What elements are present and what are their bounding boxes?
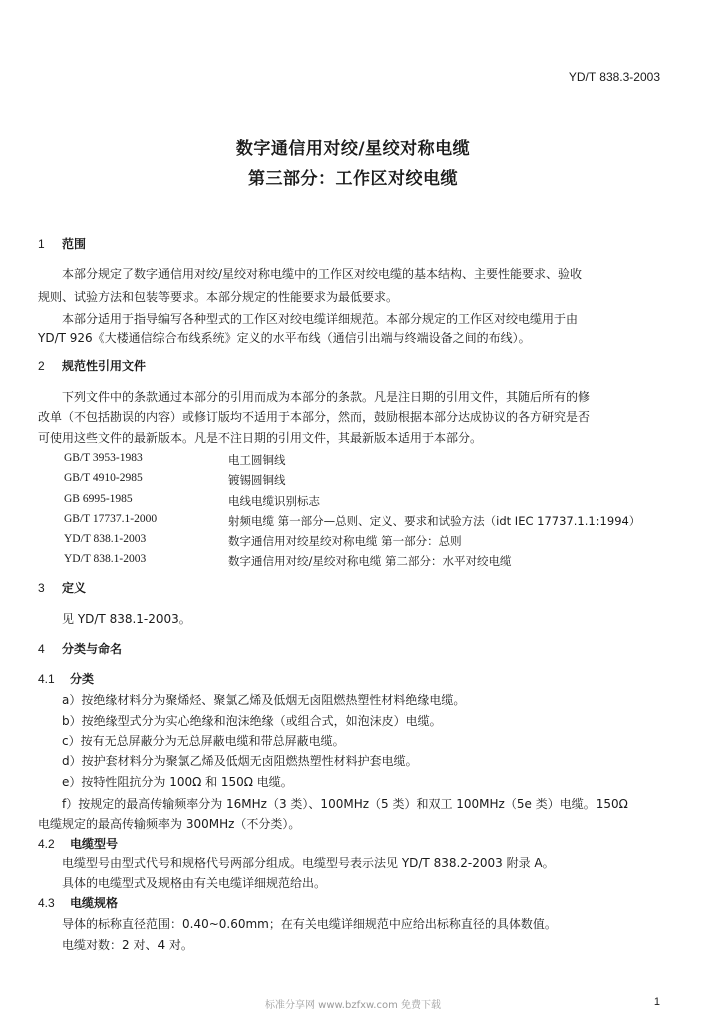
- section-4-heading: [38, 642, 122, 656]
- reference-code: GB/T 17737.1-2000: [64, 513, 158, 525]
- subsection-title: 电缆型号: [70, 837, 119, 851]
- reference-title: 镀锡圆铜线: [228, 473, 286, 487]
- section-title: 分类与命名: [62, 642, 123, 656]
- paragraph-line: YD/T 926《大楼通信综合布线系统》定义的水平布线（通信引出端与终端设备之间的布线）。: [38, 331, 531, 345]
- list-item: a）按绝缘材料分为聚烯烃、聚氯乙烯及低烟无卤阻燃热塑性材料绝缘电缆。: [38, 693, 466, 707]
- reference-code: YD/T 838.1-2003: [64, 533, 147, 545]
- reference-title: 数字通信用对绞星绞对称电缆 第一部分：总则: [228, 534, 462, 548]
- paragraph-line: 改单（不包括勘误的内容）或修订版均不适用于本部分，然而，鼓励根据本部分达成协议的各方研究是否: [38, 410, 591, 424]
- subsection-title: 分类: [70, 672, 95, 686]
- paragraph-line: 本部分适用于指导编写各种型式的工作区对绞电缆详细规范。本部分规定的工作区对绞电缆用于由: [38, 312, 579, 326]
- paragraph-line: 规则、试验方法和包装等要求。本部分规定的性能要求为最低要求。: [38, 290, 399, 304]
- list-item: 电缆规定的最高传输频率为 300MHz（不分类）。: [38, 817, 301, 831]
- reference-title: 射频电缆 第一部分—总则、定义、要求和试验方法（idt IEC 17737.1.1:1994）: [228, 514, 641, 528]
- paragraph-line: 本部分规定了数字通信用对绞/星绞对称电缆中的工作区对绞电缆的基本结构、主要性能要求、验收: [38, 267, 583, 281]
- list-item: f）按规定的最高传输频率分为 16MHz（3 类）、100MHz（5 类）和双工 100MHz（5e 类）电缆。150Ω: [38, 797, 628, 811]
- subsection-title: 电缆规格: [70, 896, 119, 910]
- section-2-heading: [38, 359, 146, 373]
- paragraph-line: 具体的电缆型式及规格由有关电缆详细规范给出。: [38, 876, 327, 890]
- paragraph-line: 电缆对数：2 对、4 对。: [38, 938, 193, 952]
- section-title: 定义: [62, 581, 87, 595]
- section-number: 2: [38, 359, 45, 373]
- section-1-heading: [38, 237, 86, 251]
- section-number: 1: [38, 237, 45, 251]
- list-item: c）按有无总屏蔽分为无总屏蔽电缆和带总屏蔽电缆。: [38, 734, 345, 748]
- paragraph-line: 电缆型号由型式代号和规格代号两部分组成。电缆型号表示法见 YD/T 838.2-2003 附录 A。: [38, 856, 555, 870]
- reference-code: GB/T 4910-2985: [64, 472, 143, 484]
- subsection-number: 4.2: [38, 837, 55, 851]
- section-title: 范围: [62, 237, 87, 251]
- title-line-2: 第三部分：工作区对绞电缆: [248, 169, 458, 189]
- document-code: YD/T 838.3-2003: [568, 70, 660, 84]
- reference-code: GB/T 3953-1983: [64, 452, 143, 464]
- reference-code: GB 6995-1985: [64, 493, 133, 505]
- paragraph-line: 见 YD/T 838.1-2003。: [38, 612, 191, 626]
- subsection-number: 4.1: [38, 672, 55, 686]
- paragraph-line: 下列文件中的条款通过本部分的引用而成为本部分的条款。凡是注日期的引用文件，其随后所有的修: [38, 390, 591, 404]
- reference-title: 数字通信用对绞/星绞对称电缆 第二部分：水平对绞电缆: [228, 554, 512, 568]
- subsection-number: 4.3: [38, 896, 55, 910]
- subsection-4-2-heading: [38, 837, 118, 851]
- reference-title: 电线电缆识别标志: [228, 494, 320, 508]
- subsection-4-1-heading: [38, 672, 94, 686]
- reference-title: 电工圆铜线: [228, 453, 286, 467]
- section-number: 4: [38, 642, 45, 656]
- title-line-1: 数字通信用对绞/星绞对称电缆: [235, 139, 471, 159]
- list-item: e）按特性阻抗分为 100Ω 和 150Ω 电缆。: [38, 775, 293, 789]
- reference-code: YD/T 838.1-2003: [64, 553, 147, 565]
- footer-watermark: 标准分享网 www.bzfxw.com 免费下载: [265, 1000, 441, 1011]
- list-item: b）按绝缘型式分为实心绝缘和泡沫绝缘（或组合式，如泡沫皮）电缆。: [38, 714, 442, 728]
- page-number: 1: [653, 996, 660, 1008]
- section-title: 规范性引用文件: [62, 359, 147, 373]
- list-item: d）按护套材料分为聚氯乙烯及低烟无卤阻燃热塑性材料护套电缆。: [38, 754, 418, 768]
- paragraph-line: 可使用这些文件的最新版本。凡是不注日期的引用文件，其最新版本适用于本部分。: [38, 431, 483, 445]
- subsection-4-3-heading: [38, 896, 118, 910]
- section-number: 3: [38, 581, 45, 595]
- paragraph-line: 导体的标称直径范围：0.40~0.60mm；在有关电缆详细规范中应给出标称直径的具体数值。: [38, 917, 557, 931]
- section-3-heading: [38, 581, 86, 595]
